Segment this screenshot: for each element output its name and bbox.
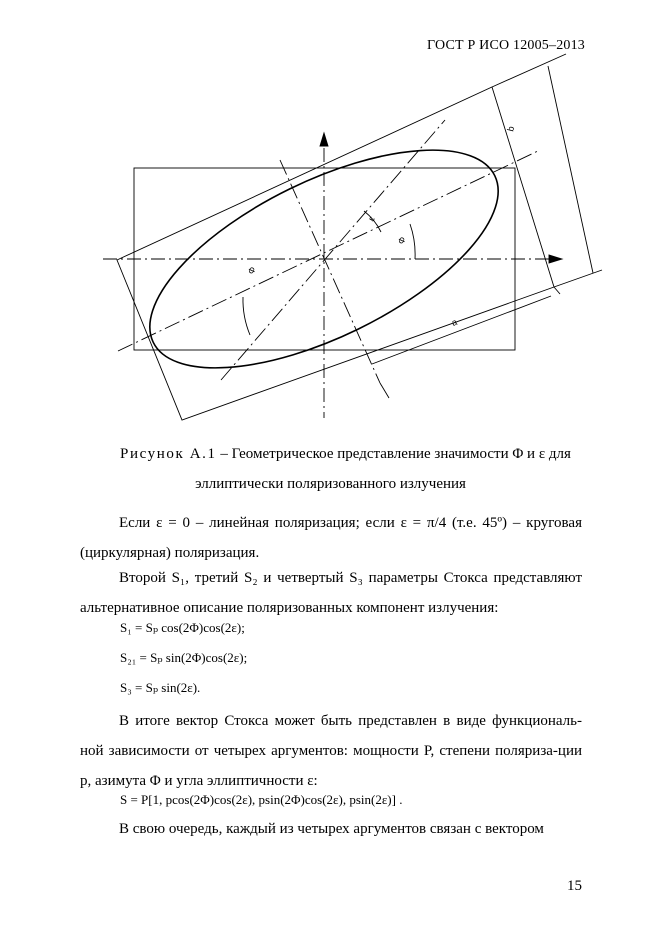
minor-axis-line [280,160,380,383]
rotated-rectangle [117,87,554,420]
angle-phi-right-arc [410,224,415,259]
figure-caption-line1 [120,446,571,463]
paragraph-arguments: В свою очередь, каждый из четырех аргументов связан с вектором [119,821,544,837]
paragraph-stokes-params: Второй S₁, третий S₂ и четвертый S₃ параметры Стокса представляют альтернативное описание поляризованных компонент излучения: [80,570,582,616]
figure-caption-line2: эллиптически поляризованного излучения [195,476,466,492]
equation-s3: S₃ = Sₚ sin(2ε). [120,680,201,695]
equation-stokes-vector: S = P[1, pcos(2Φ)cos(2ε), psin(2Φ)cos(2ε), psin(2ε)] . [120,792,403,807]
paragraph-epsilon-cases: Если ε = 0 – линейная поляризация; если ε = π/4 (т.е. 45º) – круговая (циркулярная) поляризация. [80,515,582,561]
major-axis-line [118,150,540,351]
label-a: a [450,316,459,328]
x-axis-arrow [549,255,562,263]
y-axis-arrow [320,133,328,146]
document-header: ГОСТ Р ИСО 12005–2013 [427,38,585,53]
label-phi-right: Φ [395,235,408,246]
label-b: b [505,125,517,133]
angle-phi-left-arc [243,297,250,335]
label-epsilon: ε [366,214,377,223]
figure-caption-text: – Геометрическое представление значимости Φ и ε для [216,446,571,462]
page-number: 15 [567,878,582,894]
polarization-ellipse-figure [0,0,661,440]
equation-s2: S₂₁ = Sₚ sin(2Φ)cos(2ε); [120,650,248,665]
equation-s1: S₁ = Sₚ cos(2Φ)cos(2ε); [120,620,245,635]
paragraph-stokes-vector: В итоге вектор Стокса может быть представлен в виде функциональ-ной зависимости от четырех аргументов: мощности P, степени поляриза-ции p, азимута Φ и угла эллиптичности ε: [80,713,582,789]
figure-caption-label: Рисунок А.1 [120,446,217,462]
dimension-b [548,66,593,273]
label-phi-left: Φ [245,265,258,276]
